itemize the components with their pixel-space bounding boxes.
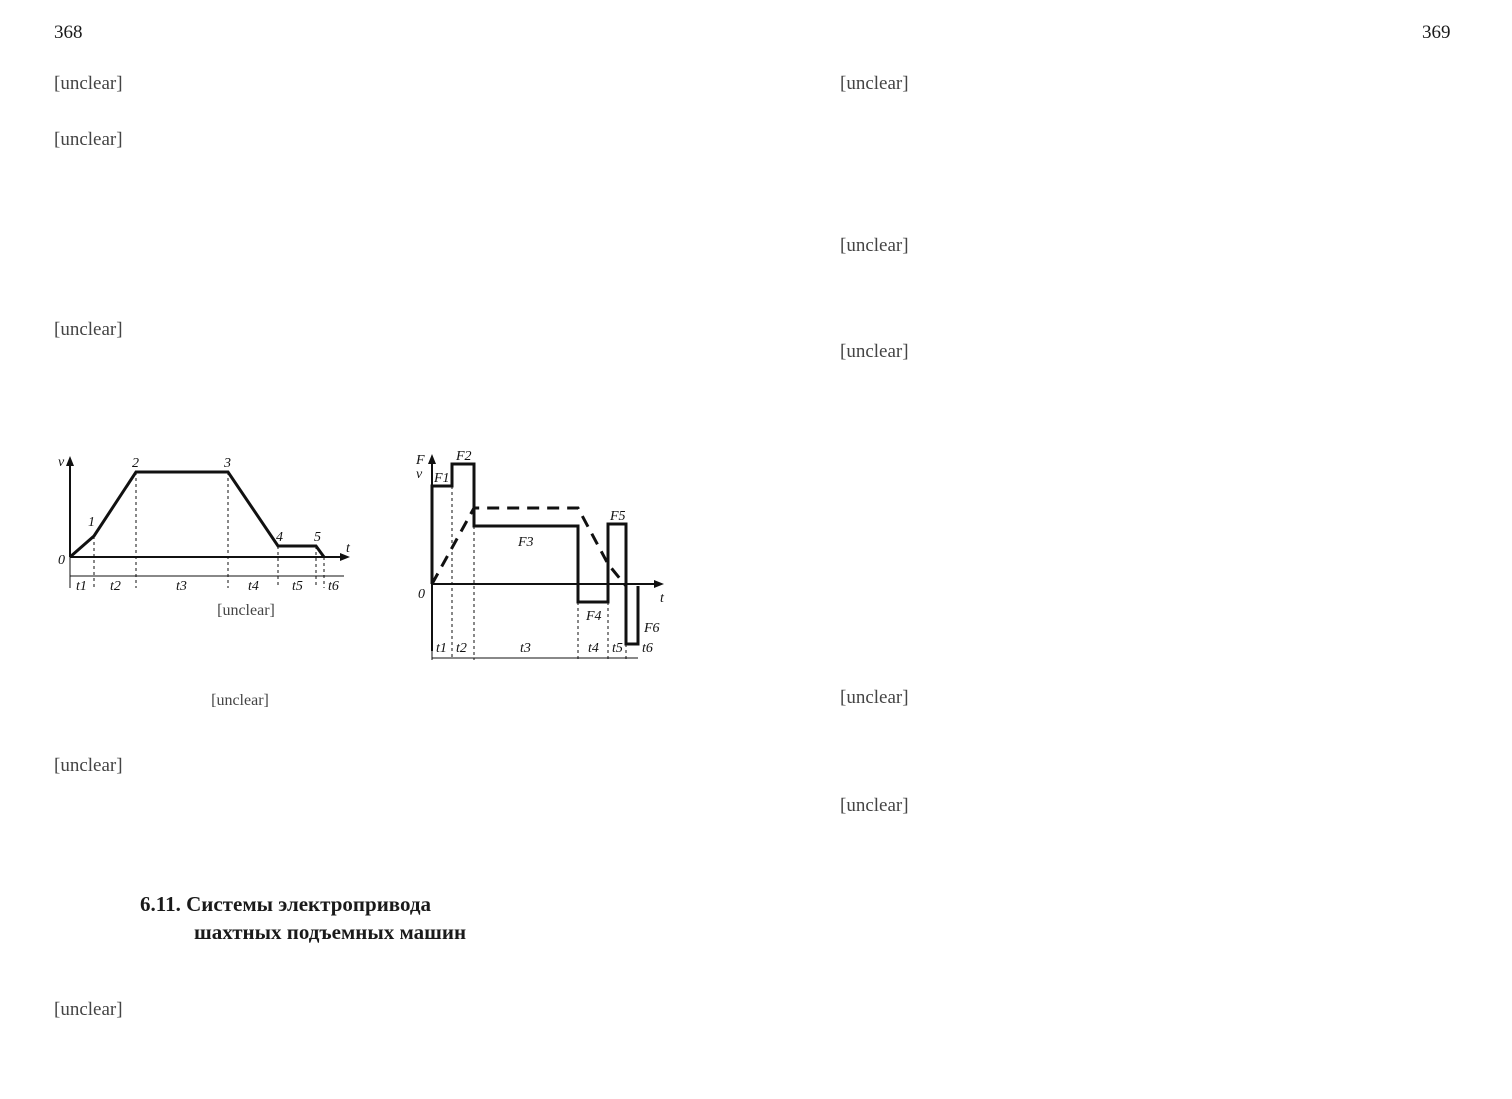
- load-period-label: t1: [436, 641, 447, 656]
- force-label: F3: [518, 535, 534, 550]
- velocity-period-label: t6: [328, 579, 339, 592]
- paragraph-3: [unclear]: [54, 319, 123, 340]
- page-number-left: 368: [54, 22, 83, 43]
- load-x-label: t: [660, 591, 664, 606]
- velocity-curve: [70, 472, 324, 557]
- velocity-caption: [unclear]: [217, 602, 275, 619]
- velocity-period-label: t2: [110, 579, 121, 592]
- closing-paragraph: [unclear]: [54, 999, 123, 1020]
- load-caption: [unclear]: [211, 692, 269, 709]
- velocity-point-label: 2: [132, 456, 139, 471]
- page-number-right: 369: [1422, 22, 1451, 43]
- paragraph-5: [unclear]: [840, 795, 909, 816]
- force-label: F5: [610, 509, 626, 524]
- force-label: F2: [456, 449, 472, 464]
- load-period-label: t4: [588, 641, 599, 656]
- paragraph-2: [unclear]: [54, 129, 123, 150]
- velocity-diagram: [52, 452, 362, 592]
- load-period-label: t2: [456, 641, 467, 656]
- velocity-origin-label: 0: [58, 553, 65, 568]
- section-heading-line-1: 6.11. Системы электропривода: [140, 892, 432, 916]
- velocity-point-label: 5: [314, 530, 321, 545]
- paragraph-1: [unclear]: [840, 73, 909, 94]
- paragraph-1: [unclear]: [54, 73, 123, 94]
- velocity-period-label: t4: [248, 579, 259, 592]
- load-y-label-top: F: [416, 453, 425, 468]
- load-period-label: t6: [642, 641, 653, 656]
- force-label: F4: [586, 609, 602, 624]
- load-x-axis-arrow: [654, 580, 664, 588]
- velocity-y-label: v: [58, 455, 65, 470]
- load-diagram: [412, 446, 674, 664]
- load-y-label-bottom: v: [416, 467, 423, 482]
- velocity-x-label: t: [346, 541, 350, 556]
- right-page: [756, 0, 1512, 1099]
- velocity-point-label: 4: [276, 530, 283, 545]
- paragraph-2: [unclear]: [840, 235, 909, 256]
- velocity-y-axis-arrow: [66, 456, 74, 466]
- load-y-axis-arrow: [428, 454, 436, 464]
- force-label: F1: [434, 471, 450, 486]
- paragraph-4: [unclear]: [840, 687, 909, 708]
- load-period-label: t5: [612, 641, 623, 656]
- velocity-period-label: t3: [176, 579, 187, 592]
- force-label: F6: [644, 621, 660, 636]
- load-period-label: t3: [520, 641, 531, 656]
- velocity-period-label: t5: [292, 579, 303, 592]
- paragraph-3: [unclear]: [840, 341, 909, 362]
- paragraph-after-figures: [unclear]: [54, 755, 123, 776]
- force-curve: [432, 464, 638, 644]
- velocity-period-label: t1: [76, 579, 87, 592]
- section-heading-line-2: шахтных подъемных машин: [194, 920, 467, 944]
- velocity-point-label: 3: [224, 456, 231, 471]
- load-origin-label: 0: [418, 587, 425, 602]
- velocity-point-label: 1: [88, 515, 95, 530]
